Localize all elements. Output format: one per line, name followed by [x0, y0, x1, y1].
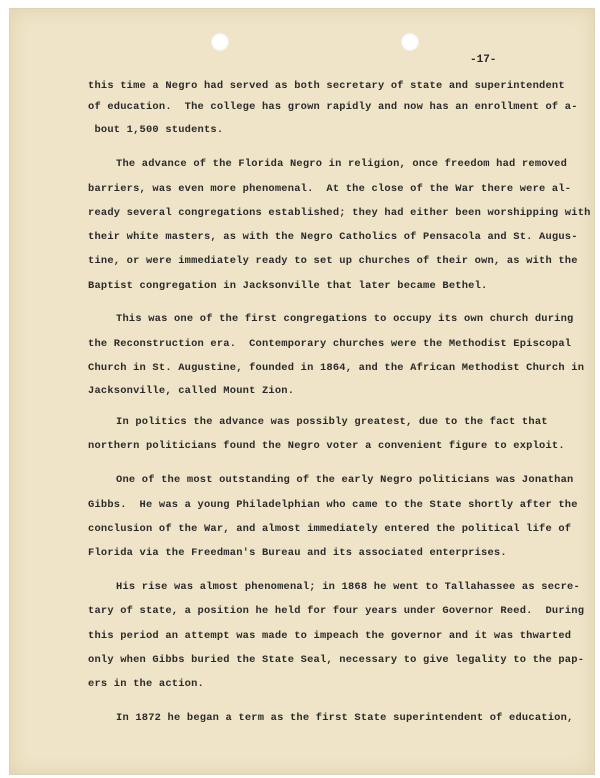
text-line: barriers, was even more phenomenal. At the close of the War there were al- [88, 183, 572, 195]
text-line: ers in the action. [88, 678, 204, 690]
text-line: In 1872 he began a term as the first State superintendent of education, [116, 712, 574, 724]
text-line: ready several congregations established; they had either been worshipping with [88, 207, 591, 219]
text-line: bout 1,500 students. [88, 124, 224, 136]
text-line: this period an attempt was made to impeach the governor and it was thwarted [88, 630, 572, 642]
page-number: -17- [470, 54, 497, 66]
text-line: tary of state, a position he held for four years under Governor Reed. During [88, 605, 585, 617]
text-line: The advance of the Florida Negro in religion, once freedom had removed [116, 158, 568, 170]
text-line: of education. The college has grown rapidly and now has an enrollment of a- [88, 101, 578, 113]
text-line: One of the most outstanding of the early Negro politicians was Jonathan [116, 474, 574, 486]
text-line: Gibbs. He was a young Philadelphian who came to the State shortly after the [88, 499, 578, 511]
text-line: only when Gibbs buried the State Seal, necessary to give legality to the pap- [88, 654, 585, 666]
text-line: This was one of the first congregations to occupy its own church during [116, 313, 574, 325]
text-line: His rise was almost phenomenal; in 1868 he went to Tallahassee as secre- [116, 581, 580, 593]
text-line: this time a Negro had served as both secretary of state and superintendent [88, 80, 565, 92]
punch-hole-right [401, 33, 419, 51]
text-line: Church in St. Augustine, founded in 1864, and the African Methodist Church in [88, 362, 585, 374]
text-line: Jacksonville, called Mount Zion. [88, 385, 295, 397]
text-line: Baptist congregation in Jacksonville that later became Bethel. [88, 280, 488, 292]
text-line: Florida via the Freedman's Bureau and its associated enterprises. [88, 547, 507, 559]
text-line: their white masters, as with the Negro Catholics of Pensacola and St. Augus- [88, 231, 578, 243]
text-line: tine, or were immediately ready to set up churches of their own, as with the [88, 255, 578, 267]
text-line: In politics the advance was possibly greatest, due to the fact that [116, 416, 548, 428]
text-line: northern politicians found the Negro voter a convenient figure to exploit. [88, 440, 565, 452]
text-line: conclusion of the War, and almost immediately entered the political life of [88, 523, 572, 535]
text-line: the Reconstruction era. Contemporary churches were the Methodist Episcopal [88, 338, 572, 350]
punch-hole-left [211, 33, 229, 51]
